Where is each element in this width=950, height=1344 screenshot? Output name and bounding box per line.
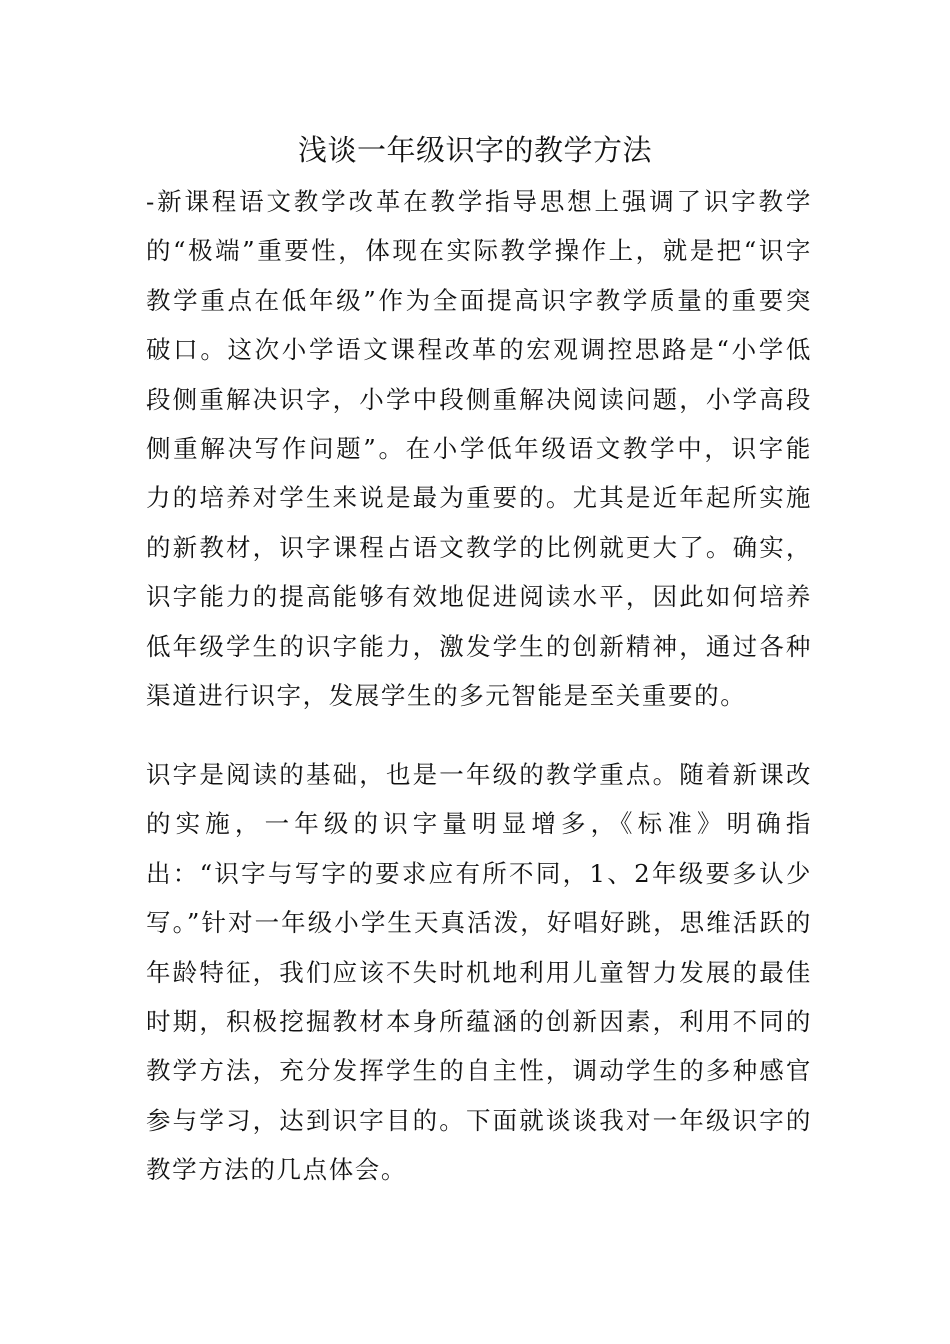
paragraph-intro: -新课程语文教学改革在教学指导思想上强调了识字教学的“极端”重要性，体现在实际教学操作上，就是把“识字教学重点在低年级”作为全面提高识字教学质量的重要突破口。这次小学语文课程改革的宏观调控思路是“小学低段侧重解决识字，小学中段侧重解决阅读问题，小学高段侧重解决写作问题”。在小学低年级语文教学中，识字能力的培养对学生来说是最为重要的。尤其是近年起所实施的新教材，识字课程占语文教学的比例就更大了。确实，识字能力的提高能够有效地促进阅读水平，因此如何培养低年级学生的识字能力，激发学生的创新精神，通过各种渠道进行识字，发展学生的多元智能是至关重要的。: [146, 187, 812, 711]
paragraph-second: 识字是阅读的基础，也是一年级的教学重点。随着新课改的实施，一年级的识字量明显增多，《标准》明确指出：“识字与写字的要求应有所不同，1、2年级要多认少写。”针对一年级小学生天真活泼，好唱好跳，思维活跃的年龄特征，我们应该不失时机地利用儿童智力发展的最佳时期，积极挖掘教材本身所蕴涵的创新因素，利用不同的教学方法，充分发挥学生的自主性，调动学生的多种感官参与学习，达到识字目的。下面就谈谈我对一年级识字的教学方法的几点体会。: [146, 760, 812, 1185]
document-title: 浅谈一年级识字的教学方法: [297, 133, 652, 167]
